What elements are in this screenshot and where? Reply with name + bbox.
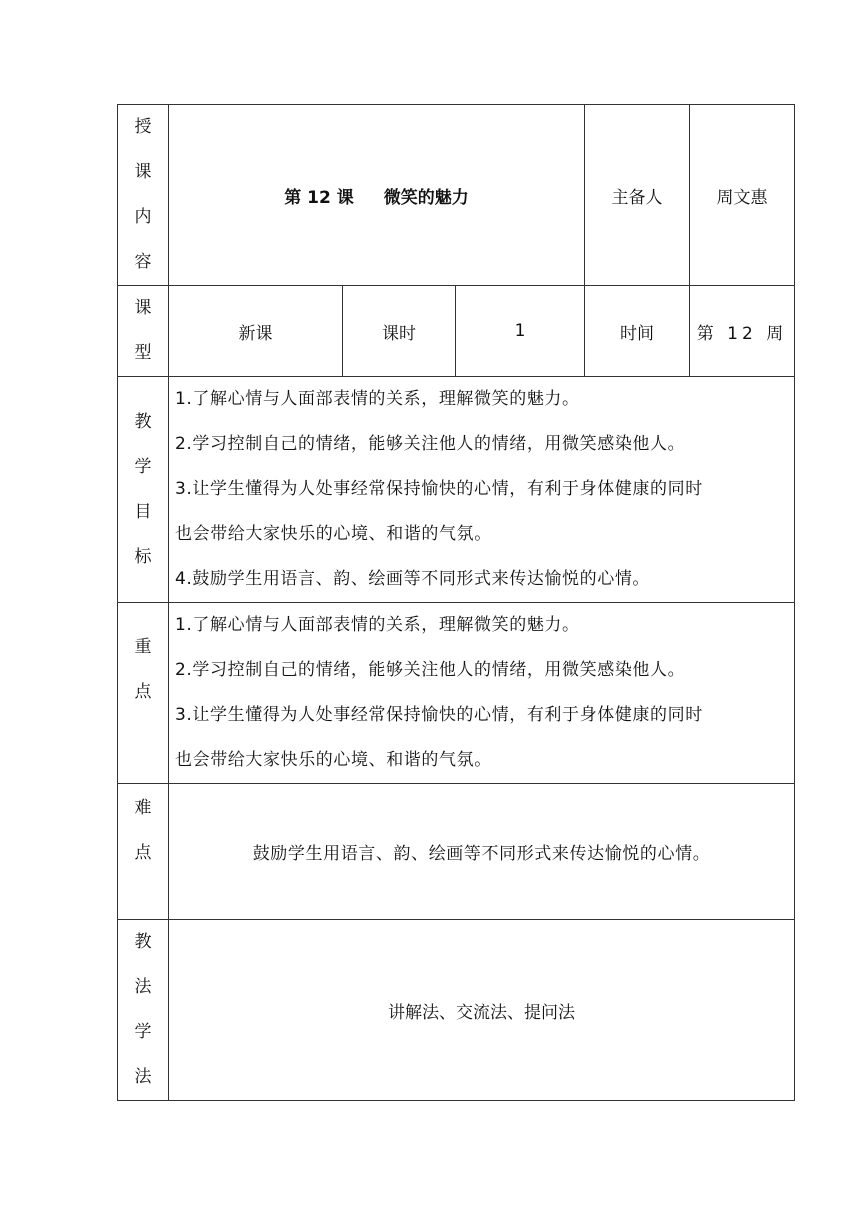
key-points-list: [169, 603, 795, 784]
header-row: [118, 105, 795, 286]
difficulty-text: 鼓励学生用语言、韵、绘画等不同形式来传达愉悦的心情。: [169, 784, 795, 920]
difficulty-label: 难 点: [118, 784, 169, 920]
methods-row: [118, 920, 795, 1101]
lesson-content-label: 授 课 内 容: [118, 105, 169, 286]
period-label: 课时: [343, 286, 456, 377]
key-points-row: [118, 603, 795, 784]
objective-item: 1.了解心情与人面部表情的关系，理解微笑的魅力。: [175, 389, 580, 409]
key-point-item: 2.学习控制自己的情绪，能够关注他人的情绪，用微笑感染他人。: [175, 660, 686, 680]
objective-item: 4.鼓励学生用语言、韵、绘画等不同形式来传达愉悦的心情。: [175, 569, 651, 589]
objectives-row: [118, 377, 795, 603]
course-type-value: 新课: [169, 286, 343, 377]
objective-item: 3.让学生懂得为人处事经常保持愉快的心情，有利于身体健康的同时: [175, 479, 703, 499]
methods-label: 教 法 学 法: [118, 920, 169, 1101]
lesson-title: 微笑的魅力: [383, 187, 469, 208]
time-value: 第 12 周: [690, 286, 795, 377]
course-type-label: 课 型: [118, 286, 169, 377]
course-type-row: [118, 286, 795, 377]
key-point-item: 也会带给大家快乐的心境、和谐的气氛。: [175, 750, 492, 770]
methods-text: 讲解法、交流法、提问法: [169, 920, 795, 1101]
objectives-list: [169, 377, 795, 603]
lesson-plan-table: [117, 104, 795, 1101]
objective-item: 2.学习控制自己的情绪，能够关注他人的情绪，用微笑感染他人。: [175, 434, 686, 454]
period-value: 1: [456, 286, 585, 377]
preparer-label: 主备人: [585, 105, 690, 286]
lesson-number: 第 12 课: [284, 187, 354, 208]
lesson-title-cell: [169, 105, 585, 286]
difficulty-row: [118, 784, 795, 920]
objective-item: 也会带给大家快乐的心境、和谐的气氛。: [175, 524, 492, 544]
objectives-label: 教 学 目 标: [118, 377, 169, 603]
time-label: 时间: [585, 286, 690, 377]
key-points-label: 重 点: [118, 603, 169, 784]
key-point-item: 1.了解心情与人面部表情的关系，理解微笑的魅力。: [175, 615, 580, 635]
key-point-item: 3.让学生懂得为人处事经常保持愉快的心情，有利于身体健康的同时: [175, 705, 703, 725]
preparer-name: 周文惠: [690, 105, 795, 286]
